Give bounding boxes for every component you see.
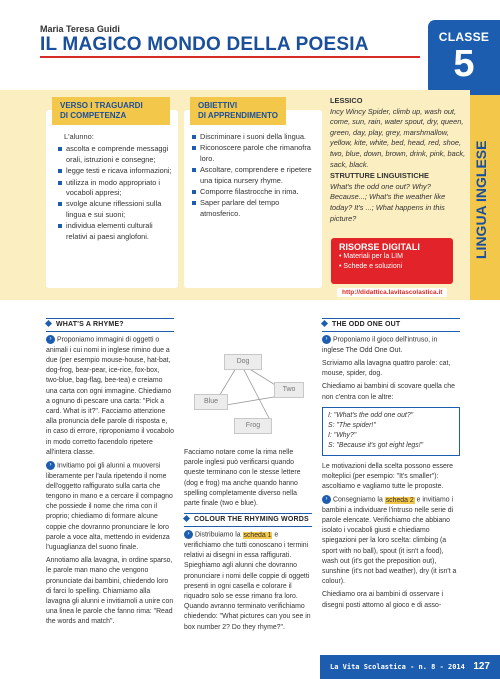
section-heading-rhyme: WHAT'S A RHYME?	[46, 318, 174, 332]
obiettivi-heading: OBIETTIVI DI APPRENDIMENTO	[190, 97, 286, 125]
paragraph: Scriviamo alla lavagna quattro parole: cat, mouse, spider, dog.	[322, 359, 451, 378]
column-2-top-spacer	[184, 318, 312, 340]
word-card: Dog	[224, 354, 262, 370]
word-card: Two	[274, 382, 304, 398]
dialog-line: I: "Why?"	[328, 432, 357, 440]
word-card: Frog	[234, 418, 272, 434]
connector-line	[243, 368, 270, 420]
column-3	[322, 318, 460, 614]
arrow-icon: ›	[46, 461, 55, 470]
list-item: Saper parlare del tempo atmosferico.	[192, 198, 316, 219]
subject-band	[470, 95, 500, 300]
page-number: 127	[473, 661, 490, 672]
obiettivi-list	[192, 132, 316, 219]
lessico-text: Incy Wincy Spider, climb up, wash out, come, sun, rain, water spout, dry, queen, green, day, play, grey, marshmallow, yellow, kite, white, bed, head, red, shoe, two, blue, down, brown, drink, pink, back, sack, black.	[330, 106, 466, 169]
paragraph: Facciamo notare come la rima nelle parole inglesi può verificarsi quando queste terminano con le stesse lettere (dog e frog) ma anche quando hanno spelling completamente diverso nella parte finale (two e blue).	[184, 449, 301, 508]
connector-line	[220, 396, 280, 406]
risorse-item: • Schede e soluzioni	[339, 263, 403, 270]
competenza-list	[58, 144, 172, 242]
risorse-digitali-box	[331, 238, 453, 284]
list-item: Discriminare i suoni della lingua.	[192, 132, 316, 142]
scheda-link[interactable]: scheda 2	[385, 496, 414, 504]
page-title: IL MAGICO MONDO DELLA POESIA	[40, 34, 369, 55]
class-label: CLASSE	[438, 30, 490, 44]
paragraph: Chiediamo ai bambini di scovare quella che non c'entra con le altre:	[322, 383, 455, 401]
word-card: Blue	[194, 394, 228, 410]
list-item: Riconoscere parole che rimanofra loro.	[192, 143, 316, 164]
paragraph: › Proponiamo immagini di oggetti o animali i cui nomi in inglese rimino due a due (per esempio mouse-house, hat-bat, dog-frog, bear-pear, ice-rice, fox-box, two-blue, bag-flag, bee-tea) e creiamo una carta con ogni immagine. Chiediamo a ognuno di pescare una carta: "Pick a card. What is it?". Facciamo attenzione alla pronuncia delle parole di risposta e, in caso di errore, riproponiamo il vocabolo in modo corretto facendolo ripetere all'intera classe.	[46, 336, 174, 456]
page-footer	[320, 655, 500, 679]
dialog-line: I: "What's the odd one out?"	[328, 411, 414, 419]
scheda-link[interactable]: scheda 1	[243, 531, 272, 539]
arrow-icon: ›	[322, 335, 331, 344]
dialog-line: S: "Because it's got eight legs!"	[328, 442, 424, 450]
lessico-title: LESSICO	[330, 96, 363, 105]
rhyme-diagram	[188, 348, 304, 438]
dialog-box	[322, 407, 460, 456]
arrow-icon: ›	[46, 335, 55, 344]
author-name: Maria Teresa Guidi	[40, 24, 120, 34]
class-number: 5	[453, 43, 475, 85]
strutture-text: What's the odd one out? Why? Because...; What's the weather like today? It's ...; What happens in this picture?	[330, 181, 446, 223]
list-item: Ascoltare, comprendere e ripetere una tipica nursery rhyme.	[192, 165, 316, 186]
list-item: svolge alcune riflessioni sulla lingua e sui suoni;	[58, 199, 172, 220]
arrow-icon: ›	[322, 495, 331, 504]
subject-band-label: LINGUA INGLESE	[473, 140, 489, 260]
column-1	[46, 318, 174, 631]
list-item: individua elementi culturali relativi ai paesi anglofoni.	[58, 221, 172, 242]
paragraph: Chiediamo ora ai bambini di osservare i disegni posti attorno al gioco e di asso-	[322, 591, 444, 609]
dialog-line: S: "The spider!"	[328, 421, 376, 429]
risorse-item: • Materiali per la LIM	[339, 253, 403, 260]
competenza-intro: L'alunno:	[64, 132, 94, 141]
competenza-heading: VERSO I TRAGUARDI DI COMPETENZA	[52, 97, 170, 125]
paragraph: › Invitiamo poi gli alunni a muoversi liberamente per l'aula ripetendo il nome dell'oggetto raffigurato sulla carta che tengono in mano e a cercare il compagno che possiede il nome che rima con il proprio; chiediamo di formare alcune coppie che dovranno pronunciare le loro parole a voce alta, mettendo in evidenza l'uguaglianza del suono finale.	[46, 461, 173, 551]
list-item: utilizza in modo appropriato i vocaboli appresi;	[58, 178, 172, 199]
paragraph: Annotiamo alla lavagna, in ordine sparso, le parole man mano che vengono pronunciate dai bambini, chiedendo loro di farci lo spelling. Chiamiamo alla lavagna gli alunni e invitiamoli a unire con una linea le parole che fanno rima: "Read the words and match".	[46, 557, 174, 626]
magazine-name: La Vita Scolastica - n. 8 - 2014	[330, 663, 465, 671]
section-heading-odd: THE ODD ONE OUT	[322, 318, 460, 332]
paragraph: Le motivazioni della scelta possono essere molteplici (per esempio: "It's smaller"): ascoltiamo e vagliamo tutte le proposte.	[322, 462, 453, 490]
competenza-box	[46, 110, 178, 288]
class-tab	[428, 20, 500, 95]
strutture-title: STRUTTURE LINGUISTICHE	[330, 171, 429, 181]
list-item: ascolta e comprende messaggi orali, istruzioni e consegne;	[58, 144, 172, 165]
title-underline	[40, 56, 420, 58]
arrow-icon: ›	[184, 530, 193, 539]
risorse-title: RISORSE DIGITALI	[339, 242, 420, 252]
list-item: legge testi e ricava informazioni;	[58, 166, 172, 176]
section-heading-colour: COLOUR THE RHYMING WORDS	[184, 513, 312, 527]
column-2	[184, 318, 312, 636]
lessico-section	[330, 96, 468, 224]
risorse-link[interactable]: http://didattica.lavitascolastica.it	[337, 288, 447, 297]
list-item: Comporre filastrocche in rima.	[192, 187, 316, 197]
paragraph: › Distribuiamo la scheda 1 e verifichiamo che tutti conoscano i termini relativi ai disegni in essa raffigurati. Spieghiamo agli alunni che dovranno pronunciare i nomi delle coppie di oggetti presenti in ogni casella e colorare il riquadro solo se esse rimano fra loro. Quando avranno terminato verifichiamo chiedendo: "What pictures can you see in box number 2? Do they rhyme?".	[184, 531, 311, 631]
obiettivi-box	[184, 110, 322, 288]
paragraph: › Proponiamo il gioco dell'intruso, in inglese The Odd One Out.	[322, 336, 438, 354]
paragraph: › Consegniamo la scheda 2 e invitiamo i bambini a individuare l'intruso nelle serie di parole elencate. Verifichiamo che abbiano isolato i vocaboli giusti e chiediamo spiegazioni per la loro scelta: climbing (a sport with no ball), spout (it isn't a food), wash out (it's got the preposition out), sunshine (it's not bad weather), dry (it isn't a colour).	[322, 496, 457, 586]
